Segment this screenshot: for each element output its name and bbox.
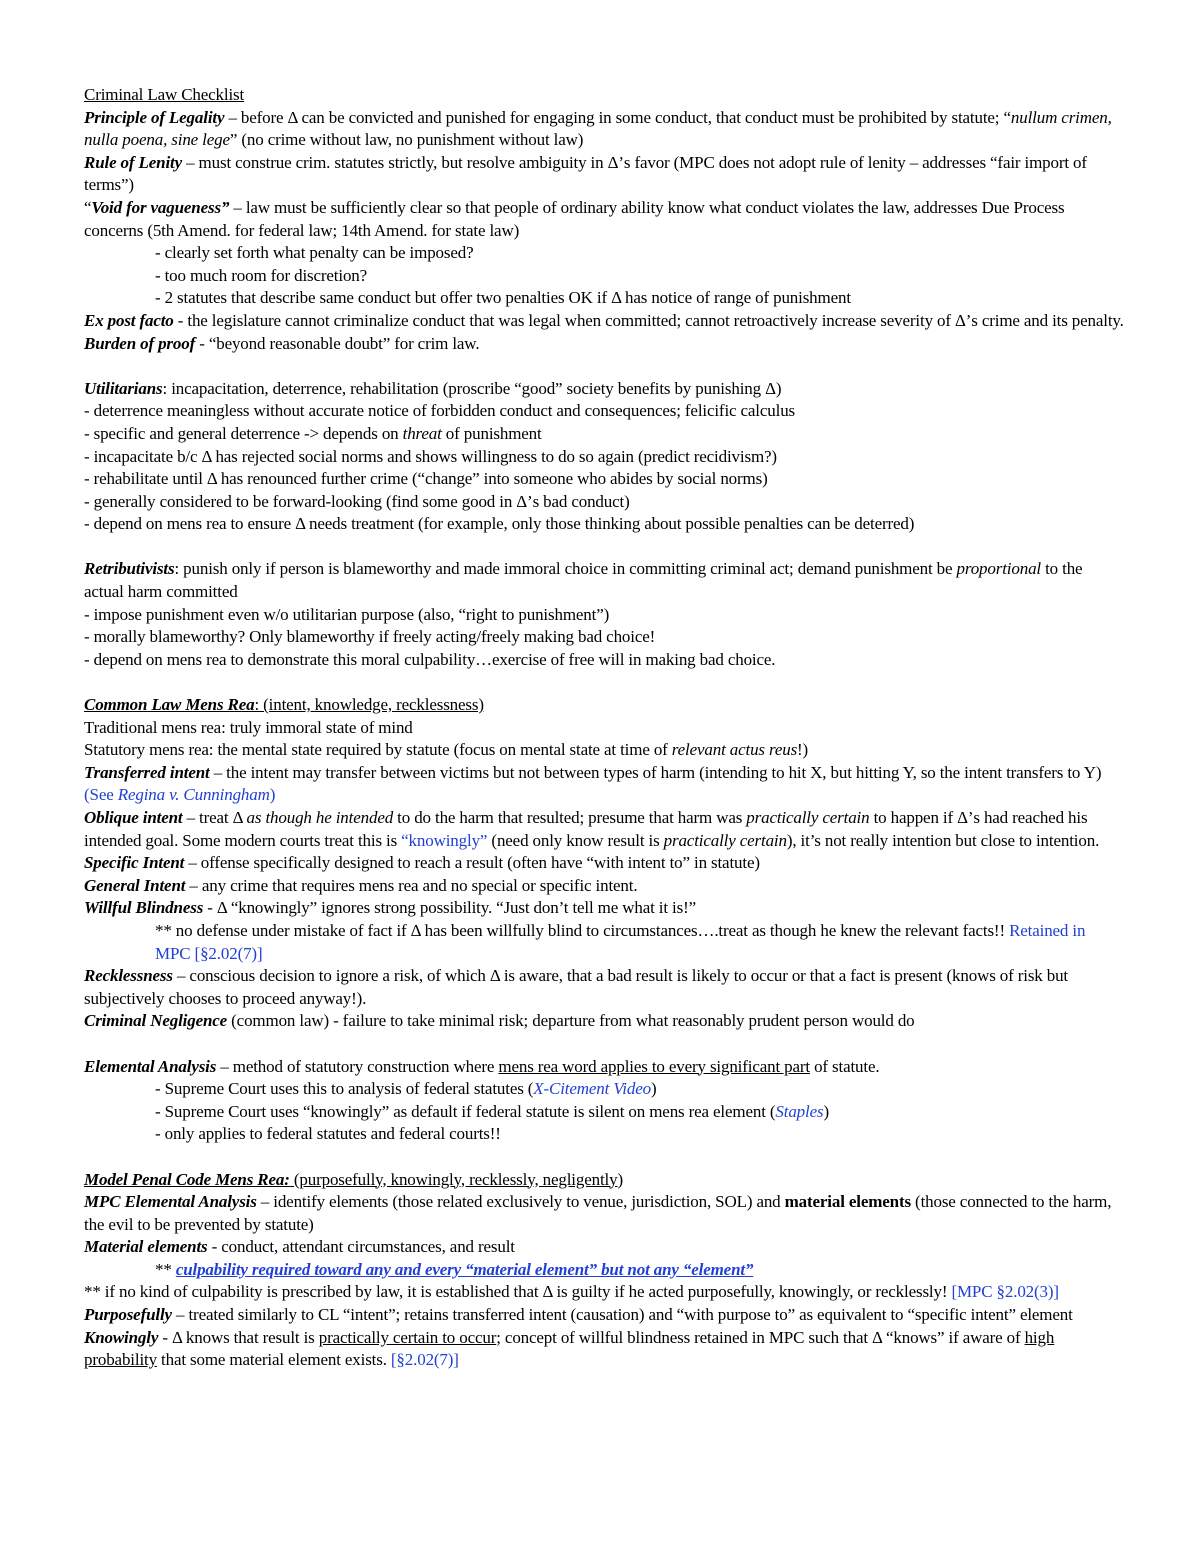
term: Principle of Legality bbox=[84, 107, 225, 127]
term: Elemental Analysis bbox=[84, 1056, 217, 1076]
list-item: - clearly set forth what penalty can be imposed? bbox=[155, 243, 474, 263]
ex-post-facto: Ex post facto - the legislature cannot criminalize conduct that was legal when committed; cannot retroactively increase severity of Δ’s crime and its penalty. bbox=[84, 310, 1124, 330]
list-item: - deterrence meaningless without accurate notice of forbidden conduct and consequences; felicific calculus bbox=[84, 401, 796, 421]
list-item: - only applies to federal statutes and federal courts!! bbox=[155, 1124, 501, 1144]
page-title: Criminal Law Checklist bbox=[84, 85, 245, 104]
list-item: - depend on mens rea to ensure Δ needs treatment (for example, only those thinking about possible penalties can be deterred) bbox=[84, 514, 915, 534]
traditional-mens-rea: Traditional mens rea: truly immoral state of mind bbox=[84, 717, 413, 737]
list-item: - too much room for discretion? bbox=[155, 265, 368, 285]
default-culpability: ** if no kind of culpability is prescribed by law, it is established that Δ is guilty if he acted purposefully, knowingly, or recklessly! [MPC §2.02(3)] bbox=[84, 1282, 1059, 1302]
utilitarians: Utilitarians: incapacitation, deterrence, rehabilitation (proscribe “good” society benefits by punishing Δ) bbox=[84, 378, 782, 398]
willful-blindness: Willful Blindness - Δ “knowingly” ignores strong possibility. “Just don’t tell me what it is!” bbox=[84, 898, 696, 918]
list-item: - morally blameworthy? Only blameworthy if freely acting/freely making bad choice! bbox=[84, 627, 656, 647]
list-item: - impose punishment even w/o utilitarian purpose (also, “right to punishment”) bbox=[84, 604, 610, 624]
void-for-vagueness: “Void for vagueness” – law must be sufficiently clear so that people of ordinary ability know what conduct violates the law, addresses Due Process concerns (5th Amend. for federal law; 14th Amend. for state law) bbox=[84, 197, 1065, 240]
material-elements: Material elements - conduct, attendant circumstances, and result bbox=[84, 1237, 515, 1257]
statutory-mens-rea: Statutory mens rea: the mental state required by statute (focus on mental state at time of relevant actus reus!) bbox=[84, 740, 809, 760]
term: Burden of proof bbox=[84, 333, 196, 353]
term: Specific Intent bbox=[84, 853, 185, 873]
general-intent: General Intent – any crime that requires mens rea and no special or specific intent. bbox=[84, 875, 638, 895]
case-citation: Staples bbox=[775, 1101, 824, 1121]
knowingly: Knowingly - Δ knows that result is practically certain to occur; concept of willful blindness retained in MPC such that Δ “knows” if aware of high probability that some material element exists. [§2.02(7)] bbox=[84, 1327, 1055, 1370]
list-item: - rehabilitate until Δ has renounced further crime (“change” into someone who abides by social norms) bbox=[84, 469, 768, 489]
document-page bbox=[84, 84, 1124, 1372]
recklessness: Recklessness – conscious decision to ignore a risk, of which Δ is aware, that a bad result is likely to occur or that a fact is present (knows of risk but subjectively chooses to proceed anyway!). bbox=[84, 966, 1069, 1008]
elemental-analysis: Elemental Analysis – method of statutory construction where mens rea word applies to every significant part of statute. bbox=[84, 1056, 880, 1076]
rule-of-lenity: Rule of Lenity – must construe crim. statutes strictly, but resolve ambiguity in Δ’s favor (MPC does not adopt rule of lenity – addresses “fair import of terms”) bbox=[84, 152, 1087, 195]
culpability-note: ** culpability required toward any and every “material element” but not any “element” bbox=[155, 1259, 754, 1279]
criminal-negligence: Criminal Negligence (common law) - failure to take minimal risk; departure from what reasonably prudent person would do bbox=[84, 1011, 915, 1031]
term: Oblique intent bbox=[84, 808, 183, 827]
willful-blindness-note: ** no defense under mistake of fact if Δ has been willfully blind to circumstances….treat as though he knew the relevant facts!! Retained in MPC [§2.02(7)] bbox=[155, 920, 1086, 963]
mpc-elemental-analysis: MPC Elemental Analysis – identify elements (those related exclusively to venue, jurisdiction, SOL) and material elements (those connected to the harm, the evil to be prevented by statute) bbox=[84, 1192, 1112, 1234]
oblique-intent: Oblique intent – treat Δ as though he intended to do the harm that resulted; presume that harm was practically certain to happen if Δ’s had reached his intended goal. Some modern courts treat this is “knowingly” (need only know result is practically certain), it’s not really intention but close to intention. bbox=[84, 808, 1100, 850]
specific-intent: Specific Intent – offense specifically designed to reach a result (often have “with intent to” in statute) bbox=[84, 853, 760, 873]
purposefully: Purposefully – treated similarly to CL “intent”; retains transferred intent (causation) and “with purpose to” as equivalent to “specific intent” element bbox=[84, 1305, 1073, 1325]
statute-citation: Retained in MPC [§2.02(7)] bbox=[155, 920, 1086, 963]
term: Transferred intent bbox=[84, 762, 210, 782]
term: Ex post facto bbox=[84, 310, 174, 330]
principle-of-legality: Principle of Legality – before Δ can be convicted and punished for engaging in some conduct, that conduct must be prohibited by statute; “nullum crimen, nulla poena, sine lege” (no crime without law, no punishment without law) bbox=[84, 107, 1112, 150]
term: Retributivists bbox=[84, 559, 175, 579]
mpc-mens-rea-heading: Model Penal Code Mens Rea: (purposefully, knowingly, recklessly, negligently) bbox=[84, 1169, 623, 1189]
term: Recklessness bbox=[84, 966, 173, 986]
list-item: - specific and general deterrence -> depends on threat of punishment bbox=[84, 423, 542, 443]
term: Rule of Lenity bbox=[84, 152, 182, 172]
term: Knowingly bbox=[84, 1327, 159, 1347]
latin-maxim: nullum crimen, nulla poena, sine lege bbox=[84, 107, 1112, 150]
term: MPC Elemental Analysis bbox=[84, 1192, 257, 1212]
term: Willful Blindness bbox=[84, 898, 204, 918]
burden-of-proof: Burden of proof - “beyond reasonable doubt” for crim law. bbox=[84, 333, 480, 353]
list-item: - incapacitate b/c Δ has rejected social norms and shows willingness to do so again (predict recidivism?) bbox=[84, 446, 777, 466]
list-item: - 2 statutes that describe same conduct but offer two penalties OK if Δ has notice of range of punishment bbox=[155, 288, 851, 308]
statute-citation: [MPC §2.02(3)] bbox=[951, 1282, 1059, 1302]
list-item: - Supreme Court uses this to analysis of federal statutes (X-Citement Video) bbox=[155, 1079, 657, 1099]
statute-citation: [§2.02(7)] bbox=[390, 1350, 459, 1370]
retributivists: Retributivists: punish only if person is blameworthy and made immoral choice in committing criminal act; demand punishment be proportional to the actual harm committed bbox=[84, 559, 1083, 602]
term: Utilitarians bbox=[84, 378, 163, 398]
case-citation: (See Regina v. Cunningham) bbox=[84, 785, 276, 805]
term: Criminal Negligence bbox=[84, 1011, 228, 1031]
transferred-intent: Transferred intent – the intent may transfer between victims but not between types of harm (intending to hit X, but hitting Y, so the intent transfers to Y) (See Regina v. Cunningham) bbox=[84, 762, 1102, 805]
common-law-mens-rea-heading: Common Law Mens Rea: (intent, knowledge, recklessness) bbox=[84, 695, 484, 715]
term: Material elements bbox=[84, 1237, 208, 1257]
term: Purposefully bbox=[84, 1305, 172, 1325]
list-item: - generally considered to be forward-looking (find some good in Δ’s bad conduct) bbox=[84, 491, 630, 511]
case-citation: X-Citement Video bbox=[533, 1079, 651, 1099]
list-item: - Supreme Court uses “knowingly” as default if federal statute is silent on mens rea element (Staples) bbox=[155, 1101, 829, 1121]
list-item: - depend on mens rea to demonstrate this moral culpability…exercise of free will in making bad choice. bbox=[84, 649, 776, 669]
term: Void for vagueness” bbox=[91, 197, 230, 217]
term: General Intent bbox=[84, 875, 186, 895]
